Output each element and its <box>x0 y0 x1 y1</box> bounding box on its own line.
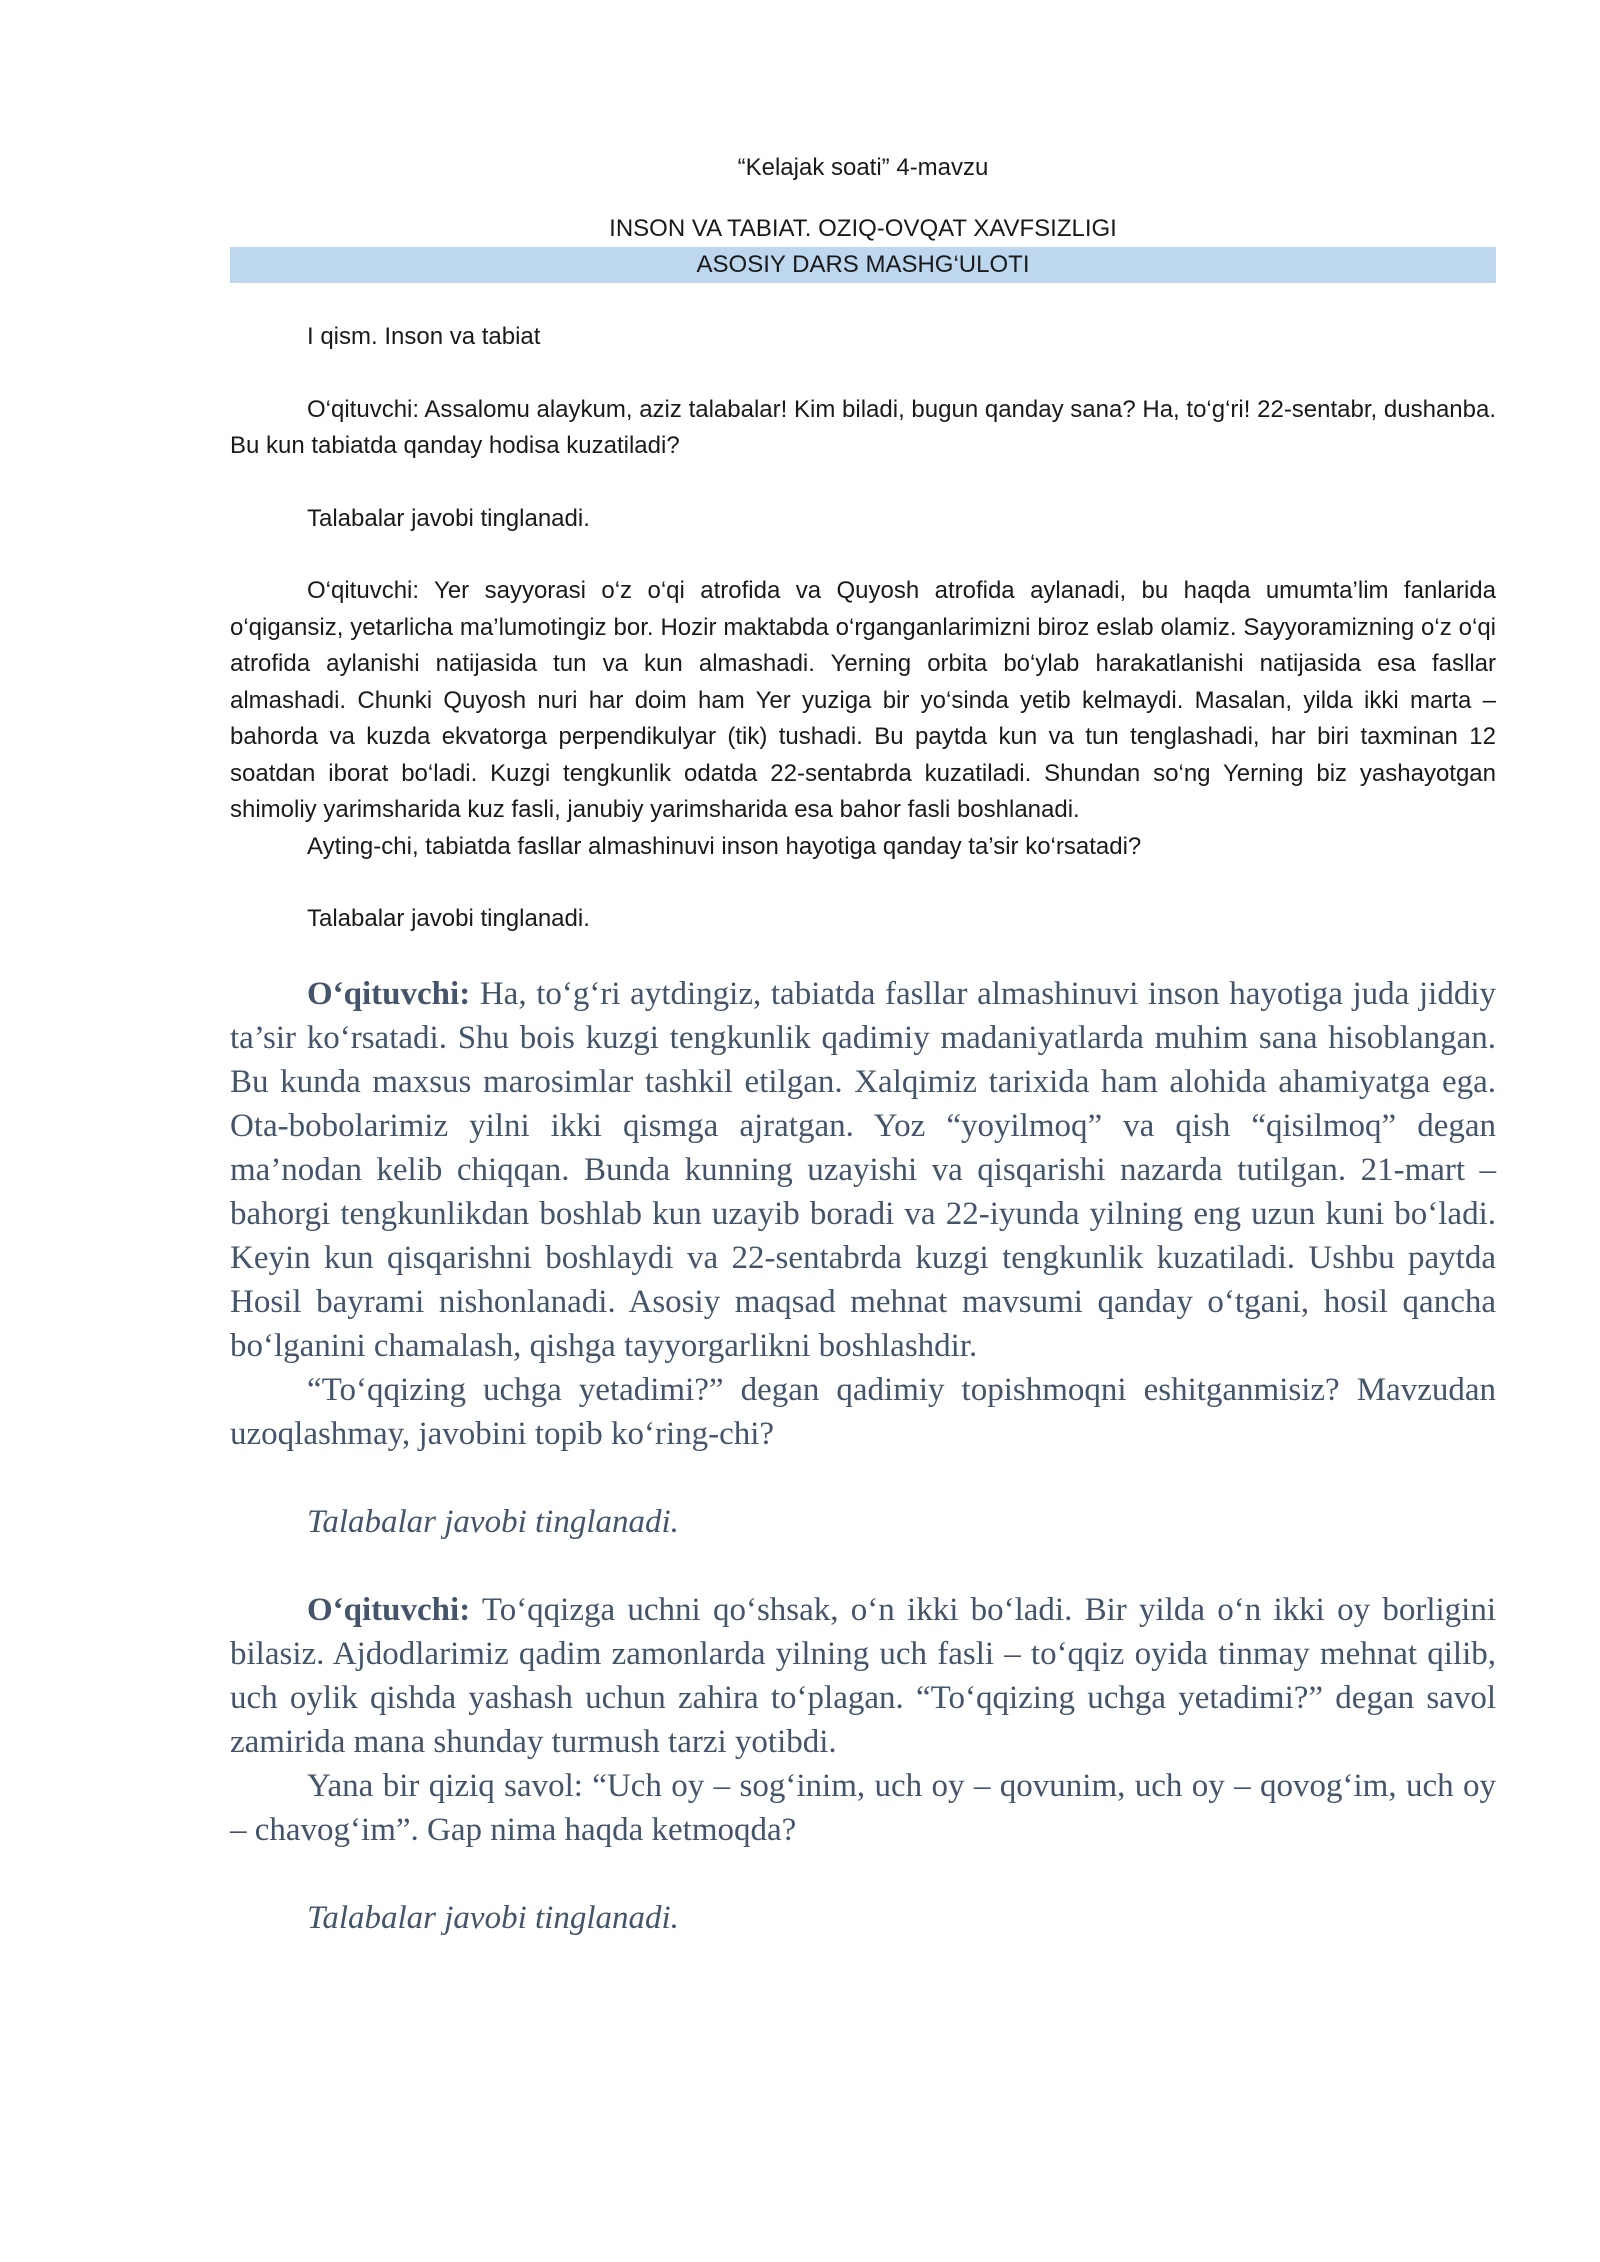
students-answer-2: Talabalar javobi tinglanadi. <box>307 905 590 932</box>
teacher-paragraph-2 <box>230 573 1496 829</box>
document-page <box>230 150 1496 1940</box>
speaker-label: O‘qituvchi: <box>307 1591 471 1628</box>
section-heading: I qism. Inson va tabiat <box>307 323 541 350</box>
paragraph-text: To‘qqizga uchni qo‘shsak, o‘n ikki bo‘ladi. Bir yilda o‘n ikki oy borligini bilasiz. Ajdodlarimiz qadim zamonlarda yilning uch fasli – to‘qqiz oyida tinmay mehnat qilib, uch oylik qishda yashash uchun zahira to‘plagan. “To‘qqizing uchga yetadimi?” degan savol zamirida mana shunday turmush tarzi yotibdi. <box>230 1591 1496 1760</box>
teacher-question-2: Ayting-chi, tabiatda fasllar almashinuvi inson hayotiga qanday ta’sir ko‘rsatadi? <box>307 832 1142 860</box>
students-answer-3: Talabalar javobi tinglanadi. <box>307 1503 679 1540</box>
speaker-label: O‘qituvchi: <box>307 975 471 1012</box>
students-answer-4: Talabalar javobi tinglanadi. <box>307 1899 679 1936</box>
teacher-question-4: Yana bir qiziq savol: “Uch oy – sog‘inim, uch oy – qovunim, uch oy – qovog‘im, uch oy – chavog‘im”. Gap nima haqda ketmoqda? <box>230 1767 1496 1848</box>
teacher-paragraph-3 <box>230 972 1496 1368</box>
paragraph-text: Ha, to‘g‘ri aytdingiz, tabiatda fasllar almashinuvi inson hayotiga juda jiddiy ta’sir ko‘rsatadi. Shu bois kuzgi tengkunlik qadimiy madaniyatlarda muhim sana hisoblangan. Bu kunda maxsus marosimlar tashkil etilgan. Xalqimiz tarixida ham alohida ahamiyatga ega. Ota-bobolarimiz yilni ikki qismga ajratgan. Yoz “yoyilmoq” va qish “qisilmoq” degan ma’nodan kelib chiqqan. Bunda kunning uzayishi va qisqarishi nazarda tutilgan. 21-mart – bahorgi tengkunlikdan boshlab kun uzayib boradi va 22-iyunda yilning eng uzun kuni bo‘ladi. Keyin kun qisqarishni boshlaydi va 22-sentabrda kuzgi tengkunlik kuzatiladi. Ushbu paytda Hosil bayrami nishonlanadi. Asosiy maqsad mehnat mavsumi qanday o‘tgani, hosil qancha bo‘lganini chamalash, qishga tayyorgarlikni boshlashdir. <box>230 975 1496 1364</box>
teacher-paragraph-4 <box>230 1588 1496 1764</box>
students-answer-1: Talabalar javobi tinglanadi. <box>307 504 590 532</box>
paragraph-text: Yer sayyorasi o‘z o‘qi atrofida va Quyosh atrofida aylanadi, bu haqda umumta’lim fanlarida o‘qigansiz, yetarlicha ma’lumotingiz bor. Hozir maktabda o‘rganganlarimizni biroz eslab olamiz. Sayyoramizning o‘z o‘qi atrofida aylanishi natijasida tun va kun almashadi. Yerning orbita bo‘ylab harakatlanishi natijasida esa fasllar almashadi. Chunki Quyosh nuri har doim ham Yer yuziga bir yo‘sinda yetib kelmaydi. Masalan, yilda ikki marta – bahorda va kuzda ekvatorga perpendikulyar (tik) tushadi. Bu paytda kun va tun tenglashadi, har biri taxminan 12 soatdan iborat bo‘ladi. Kuzgi tengkunlik odatda 22-sentabrda kuzatiladi. Shundan so‘ng Yerning biz yashayotgan shimoliy yarimsharida kuz fasli, janubiy yarimsharida esa bahor fasli boshlanadi. <box>230 577 1496 823</box>
speaker-label: O‘qituvchi: <box>307 577 420 604</box>
document-subtitle: ASOSIY DARS MASHG‘ULOTI <box>230 247 1496 283</box>
teacher-paragraph-1 <box>230 392 1496 465</box>
teacher-question-3: “To‘qqizing uchga yetadimi?” degan qadimiy topishmoqni eshitganmisiz? Mavzudan uzoqlashmay, javobini topib ko‘ring-chi? <box>230 1371 1496 1452</box>
speaker-label: O‘qituvchi: <box>307 395 420 423</box>
paragraph-text: Assalomu alaykum, aziz talabalar! Kim biladi, bugun qanday sana? Ha, to‘g‘ri! 22-sentabr, dushanba. Bu kun tabiatda qanday hodisa kuzatiladi? <box>230 395 1496 459</box>
topic-line: “Kelajak soati” 4-mavzu <box>737 154 989 181</box>
document-title: INSON VA TABIAT. OZIQ-OVQAT XAVFSIZLIGI <box>609 214 1117 242</box>
